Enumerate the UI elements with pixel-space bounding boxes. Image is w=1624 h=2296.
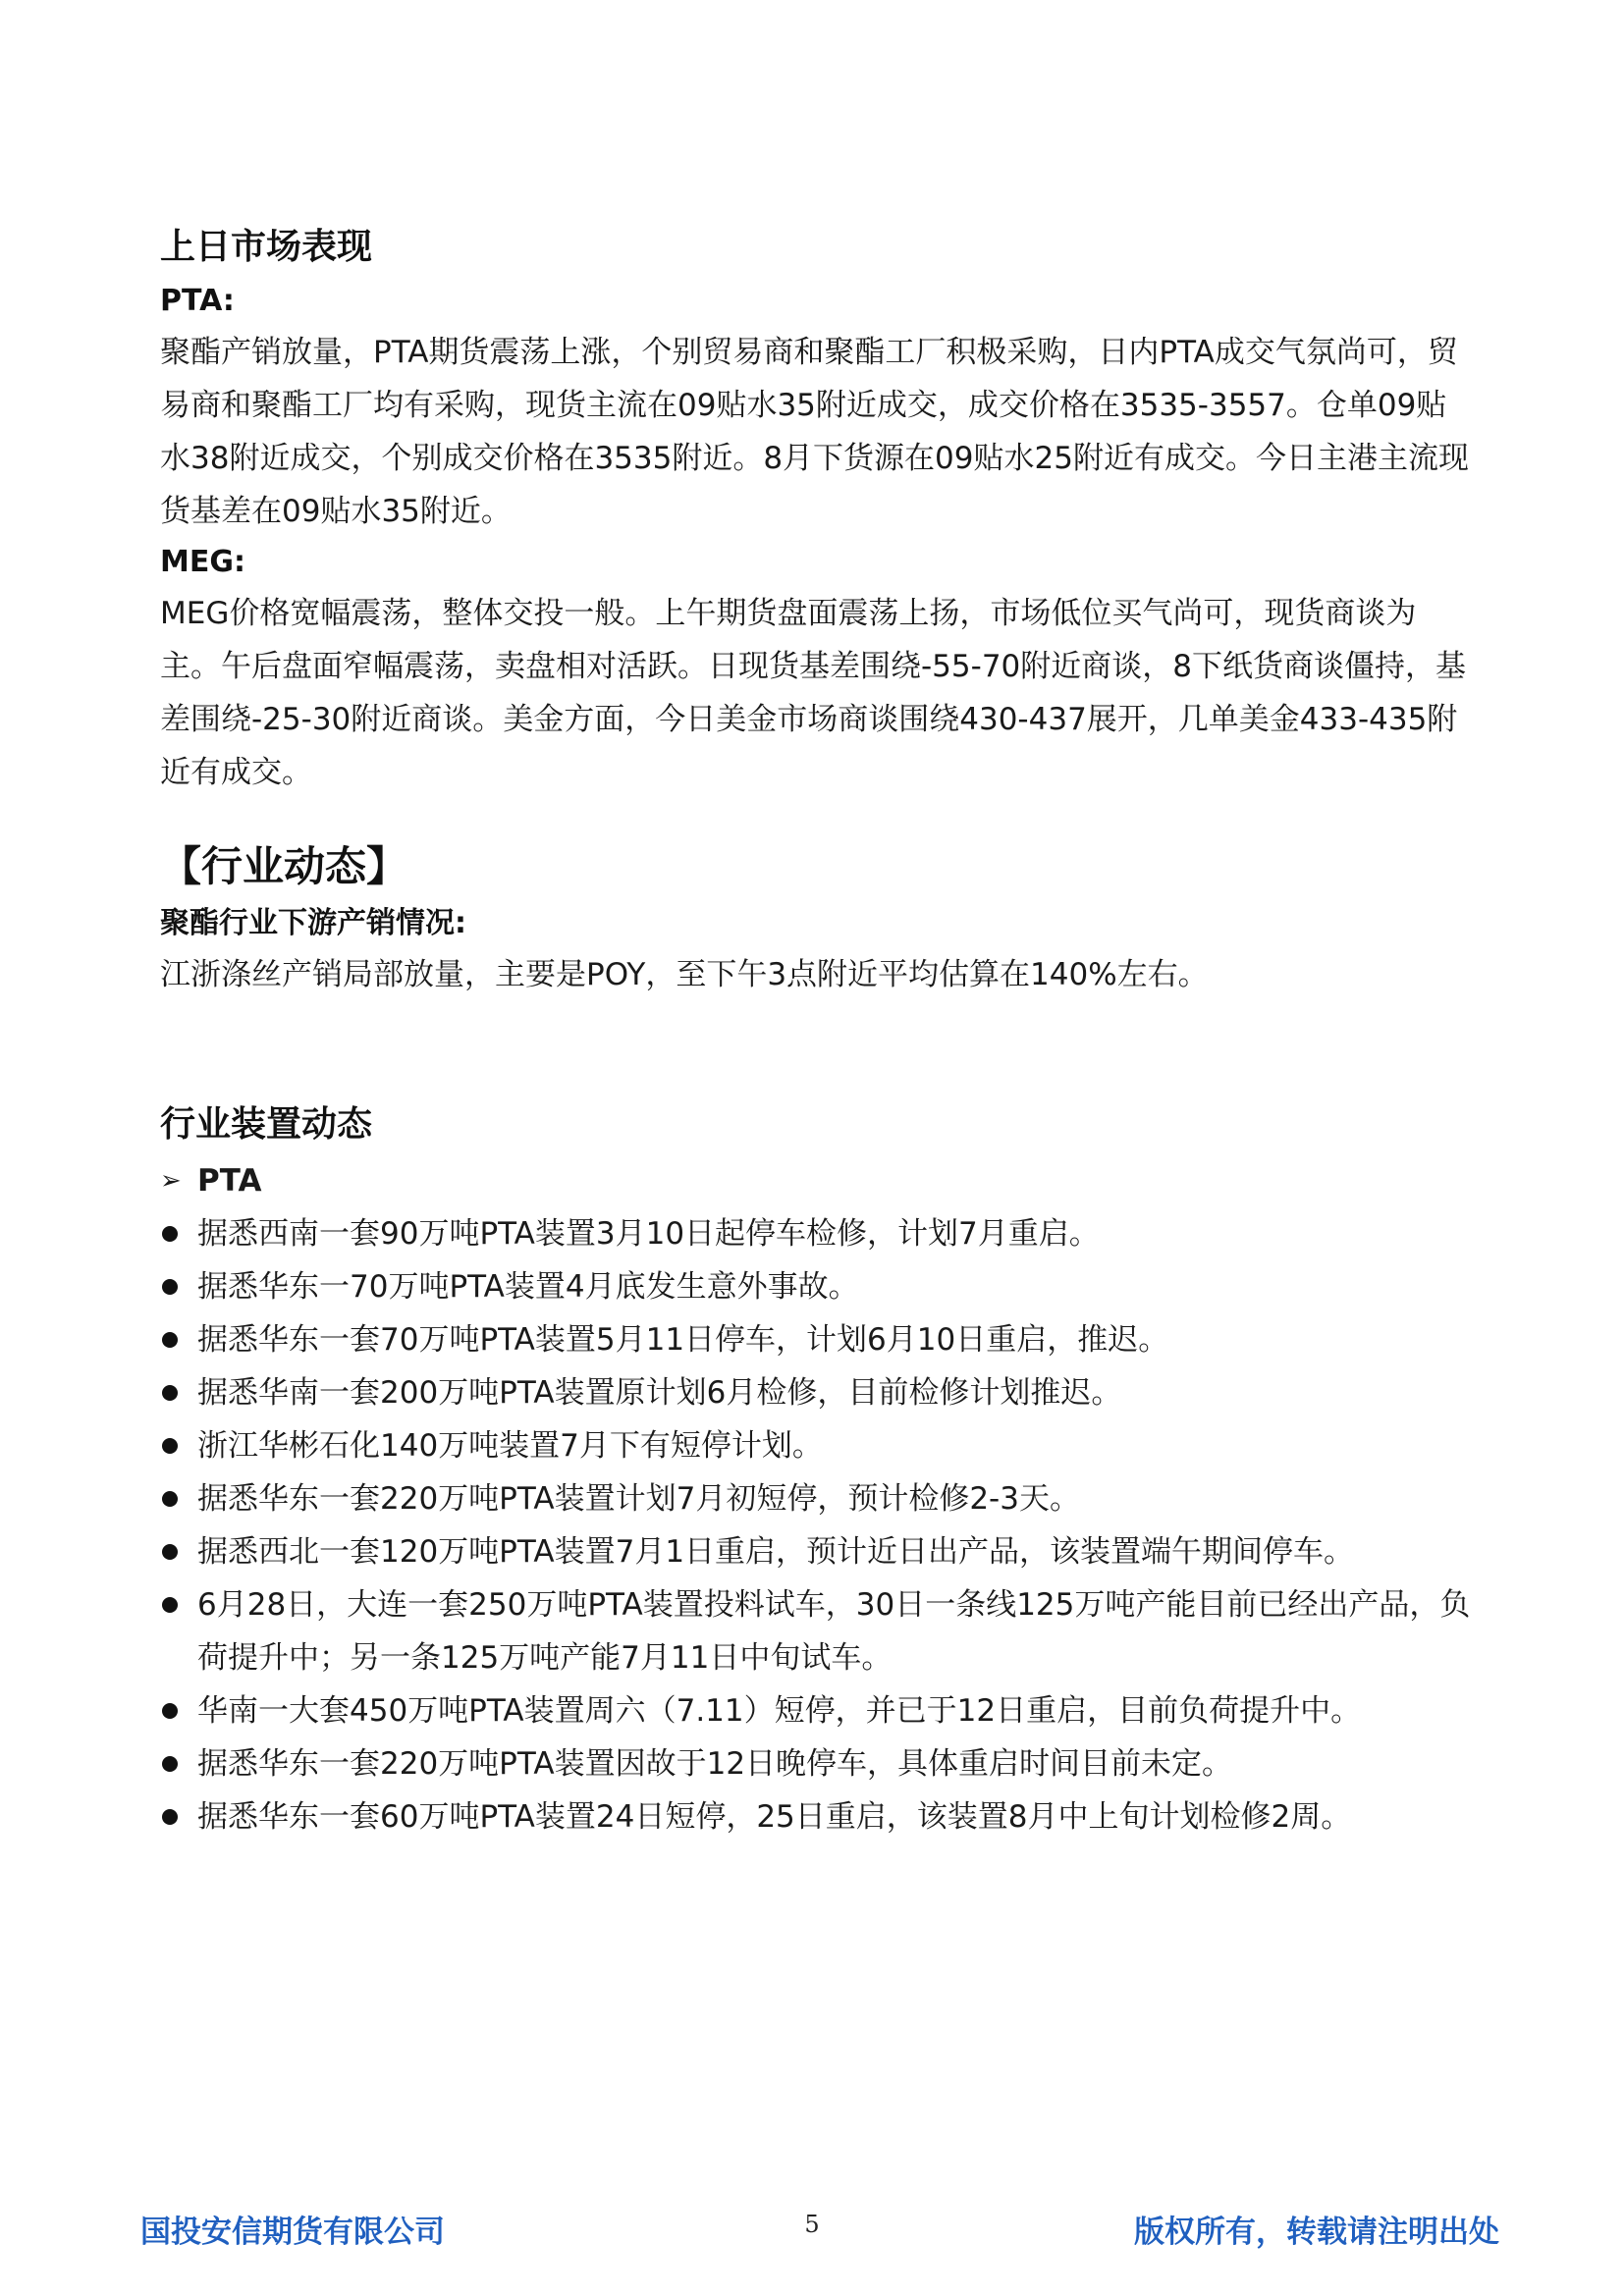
bullet-icon [162, 1226, 178, 1242]
arrow-right-icon: ➢ [160, 1166, 182, 1196]
list-item: 据悉华东一套220万吨PTA装置计划7月初短停，预计检修2-3天。 [160, 1472, 1476, 1525]
bullet-icon [162, 1597, 178, 1613]
bullet-icon [162, 1544, 178, 1560]
list-item: 据悉华东一套220万吨PTA装置因故于12日晚停车，具体重启时间目前未定。 [160, 1737, 1476, 1790]
bullet-icon [162, 1332, 178, 1348]
pta-subheading-label: PTA [197, 1163, 262, 1199]
bullet-icon [162, 1438, 178, 1454]
bullet-icon [162, 1385, 178, 1401]
page-number: 5 [804, 2211, 820, 2238]
list-item: 据悉华东一70万吨PTA装置4月底发生意外事故。 [160, 1260, 1476, 1313]
polyester-paragraph: 江浙涤丝产销局部放量，主要是POY，至下午3点附近平均估算在140%左右。 [160, 957, 1209, 992]
list-item: 据悉华南一套200万吨PTA装置原计划6月检修，目前检修计划推迟。 [160, 1366, 1476, 1419]
device-list [160, 1207, 1476, 1843]
industry-section-title: 【行业动态】 [160, 842, 408, 890]
spacer [160, 799, 1476, 834]
list-item: 据悉华东一套70万吨PTA装置5月11日停车，计划6月10日重启，推迟。 [160, 1313, 1476, 1366]
bullet-icon [162, 1491, 178, 1507]
page-footer [0, 2207, 1624, 2256]
footer-company: 国投安信期货有限公司 [140, 2215, 445, 2250]
meg-label: MEG: [160, 545, 245, 579]
bullet-icon [162, 1809, 178, 1825]
device-section-title: 行业装置动态 [160, 1104, 373, 1145]
pta-label: PTA: [160, 284, 235, 318]
bullet-icon [162, 1756, 178, 1772]
list-item: 据悉西南一套90万吨PTA装置3月10日起停车检修，计划7月重启。 [160, 1207, 1476, 1260]
list-item: 据悉西北一套120万吨PTA装置7月1日重启，预计近日出产品，该装置端午期间停车。 [160, 1525, 1476, 1578]
footer-copyright: 版权所有，转载请注明出处 [1134, 2215, 1499, 2250]
list-item: 浙江华彬石化140万吨装置7月下有短停计划。 [160, 1419, 1476, 1472]
market-section-title: 上日市场表现 [160, 227, 373, 267]
polyester-label: 聚酯行业下游产销情况: [160, 906, 466, 940]
meg-paragraph: MEG价格宽幅震荡，整体交投一般。上午期货盘面震荡上扬，市场低位买气尚可，现货商谈为主。午后盘面窄幅震荡，卖盘相对活跃。日现货基差围绕-55-70附近商谈，8下纸货商谈僵持，基差围绕-25-30附近商谈。美金方面，今日美金市场商谈围绕430-437展开，几单美金433-435附近有成交。 [160, 596, 1466, 790]
spacer [160, 1001, 1476, 1095]
page-content [160, 218, 1476, 1843]
bullet-icon [162, 1279, 178, 1295]
list-item: 华南一大套450万吨PTA装置周六（7.11）短停，并已于12日重启，目前负荷提升中。 [160, 1684, 1476, 1737]
pta-subheading [160, 1154, 1476, 1207]
list-item: 据悉华东一套60万吨PTA装置24日短停，25日重启，该装置8月中上旬计划检修2周。 [160, 1790, 1476, 1843]
pta-paragraph: 聚酯产销放量，PTA期货震荡上涨，个别贸易商和聚酯工厂积极采购，日内PTA成交气氛尚可，贸易商和聚酯工厂均有采购，现货主流在09贴水35附近成交，成交价格在3535-3557。仓单09贴水38附近成交，个别成交价格在3535附近。8月下货源在09贴水25附近有成交。今日主港主流现货基差在09贴水35附近。 [160, 335, 1469, 529]
bullet-icon [162, 1703, 178, 1719]
list-item: 6月28日，大连一套250万吨PTA装置投料试车，30日一条线125万吨产能目前已经出产品，负荷提升中；另一条125万吨产能7月11日中旬试车。 [160, 1578, 1476, 1684]
